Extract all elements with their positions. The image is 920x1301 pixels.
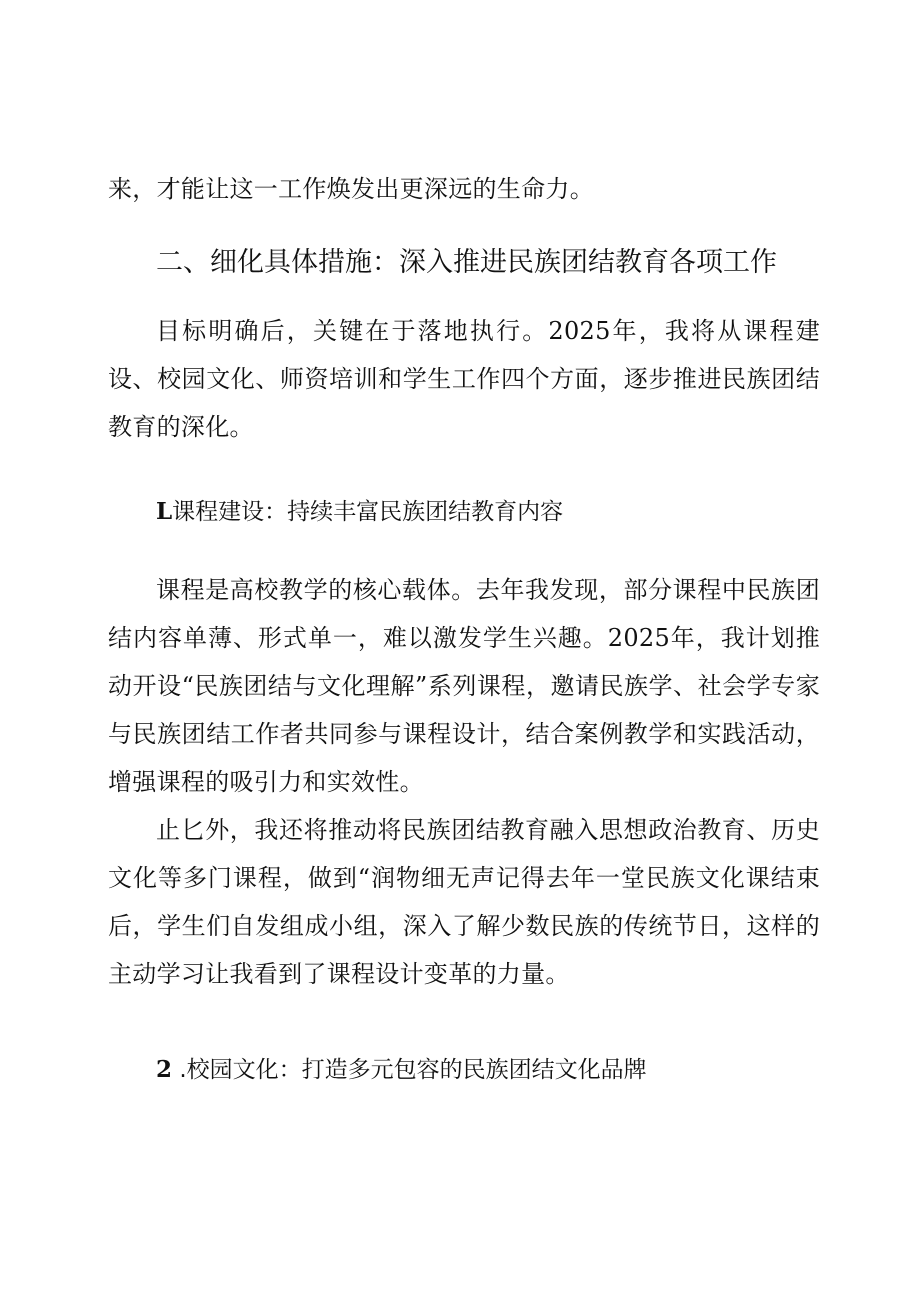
intro-tail-paragraph: 来，才能让这一工作焕发出更深远的生命力。: [108, 175, 594, 203]
subsection-heading-2: [156, 1052, 647, 1088]
subsection-title-2: .校园文化：打造多元包容的民族团结文化品牌: [179, 1057, 647, 1083]
subsection-heading-1: [156, 494, 563, 530]
section-heading: 二、细化具体措施：深入推进民族团结教育各项工作: [156, 247, 777, 278]
section-intro-paragraph: 目标明确后，关键在于落地执行。2025年，我将从课程建设、校园文化、师资培训和学生工作四个方面，逐步推进民族团结教育的深化。: [108, 317, 820, 441]
integration-paragraph: 止匕外，我还将推动将民族团结教育融入思想政治教育、历史文化等多门课程，做到“润物细无声记得去年一堂民族文化课结束后，学生们自发组成小组，深入了解少数民族的传统节日，这样的主动学习让我看到了课程设计变革的力量。: [108, 816, 820, 988]
subsection-number-1: L: [156, 498, 173, 525]
course-building-paragraph: 课程是高校教学的核心载体。去年我发现，部分课程中民族团结内容单薄、形式单一，难以激发学生兴趣。2025年，我计划推动开设“民族团结与文化理解”系列课程，邀请民族学、社会学专家与民族团结工作者共同参与课程设计，结合案例教学和实践活动，增强课程的吸引力和实效性。: [108, 576, 820, 796]
subsection-number-2: 2: [156, 1056, 173, 1083]
subsection-title-1: 课程建设：持续丰富民族团结教育内容: [172, 499, 564, 525]
